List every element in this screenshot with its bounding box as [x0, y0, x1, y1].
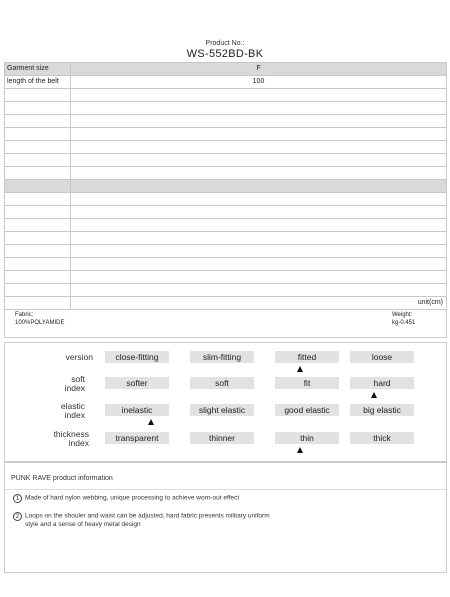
selected-marker-icon: [148, 419, 154, 425]
product-number-label: Product No.:: [205, 40, 245, 47]
attribute-label: elastic index: [60, 401, 85, 420]
option-slight-elastic: slight elastic: [190, 404, 254, 416]
table-row: [5, 284, 447, 297]
attribute-row-thickness-index: [5, 429, 446, 458]
option-thick: thick: [350, 432, 414, 444]
info-item-text-continued: style and a sense of heavy metal design: [25, 521, 141, 529]
table-row: [5, 245, 447, 258]
option-thinner: thinner: [190, 432, 254, 444]
table-row: [5, 206, 447, 219]
selected-marker-icon: [297, 366, 303, 372]
selected-marker-icon: [371, 392, 377, 398]
table-row: [5, 154, 447, 167]
table-row: [5, 115, 447, 128]
fabric-value: 100%POLYAMIDE: [15, 320, 65, 326]
table-row: [5, 102, 447, 115]
attribute-label: version: [65, 352, 93, 362]
fabric-label: Fabric:: [15, 312, 34, 318]
table-row: [5, 76, 447, 89]
option-softer: softer: [105, 377, 169, 389]
table-row: [5, 128, 447, 141]
table-row: [5, 141, 447, 154]
attribute-label: thickness index: [53, 429, 89, 448]
table-row: [5, 219, 447, 232]
option-thin: thin: [275, 432, 339, 444]
number-circle-icon: 2: [13, 512, 22, 521]
selected-marker-icon: [297, 447, 303, 453]
weight-label: Weight:: [392, 312, 413, 318]
attribute-row-elastic-index: [5, 401, 446, 430]
divider: [5, 489, 446, 490]
weight-value: kg-0.451: [392, 320, 416, 326]
table-row: [5, 258, 447, 271]
garment-size-label: Garment size: [5, 63, 71, 76]
belt-length-value: 100: [71, 76, 447, 89]
attributes-panel: [4, 342, 447, 462]
number-circle-icon: 1: [13, 494, 22, 503]
belt-length-label: length of the belt: [5, 76, 71, 89]
table-row: [5, 193, 447, 206]
info-item-text: Made of hard nylon webbing, unique processing to achieve worn-out effect: [25, 494, 240, 502]
option-inelastic: inelastic: [105, 404, 169, 416]
size-table: [4, 62, 447, 310]
table-row: [5, 271, 447, 284]
product-info-title: PUNK RAVE product information: [11, 475, 113, 482]
table-divider-row: [5, 180, 447, 193]
info-item-text: Loops on the shouler and waist can be adjusted, hard fabric presents military uniform: [25, 512, 270, 520]
unit-label: unit(cm): [71, 297, 447, 310]
option-fit: fit: [275, 377, 339, 389]
option-slim-fitting: slim-fitting: [190, 351, 254, 363]
info-item: [13, 494, 239, 503]
option-transparent: transparent: [105, 432, 169, 444]
table-row: [5, 89, 447, 102]
product-info-box: [4, 462, 447, 573]
table-row: [5, 232, 447, 245]
option-close-fitting: close-fitting: [105, 351, 169, 363]
option-soft: soft: [190, 377, 254, 389]
option-good-elastic: good elastic: [275, 404, 339, 416]
fabric-weight-box: [4, 307, 447, 338]
option-big-elastic: big elastic: [350, 404, 414, 416]
option-loose: loose: [350, 351, 414, 363]
attribute-label: soft index: [64, 374, 85, 393]
garment-size-value: F: [71, 63, 447, 76]
table-row: [5, 167, 447, 180]
option-hard: hard: [350, 377, 414, 389]
attribute-row-soft-index: [5, 374, 446, 403]
product-code: WS-552BD-BK: [186, 48, 264, 60]
size-table-header: [5, 63, 447, 76]
info-item: [13, 512, 270, 529]
option-fitted: fitted: [275, 351, 339, 363]
